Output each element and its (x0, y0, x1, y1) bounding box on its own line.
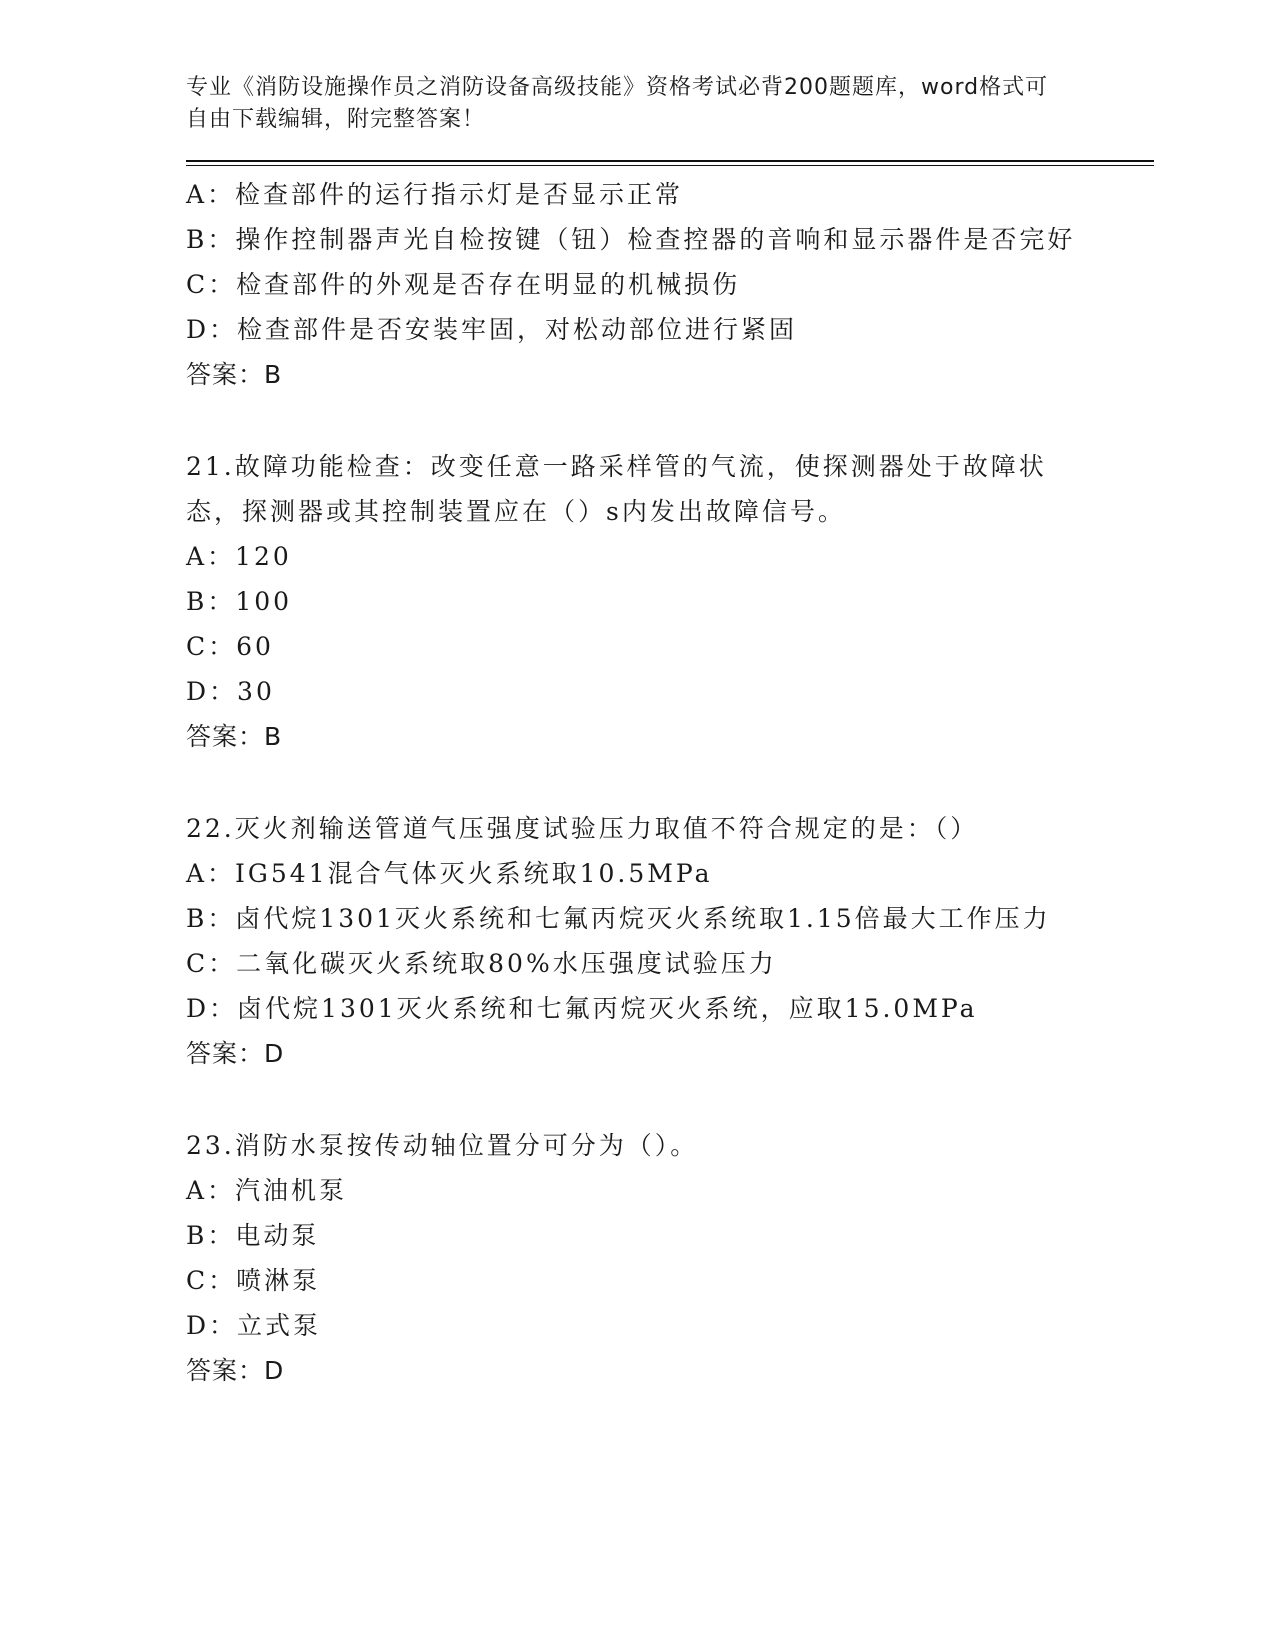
document-header: 专业《消防设施操作员之消防设备高级技能》资格考试必背200题题库，word格式可自由下载编辑，附完整答案！ (186, 75, 1049, 132)
document-page (186, 72, 1154, 1393)
option-c: C：检查部件的外观是否存在明显的机械损伤 (186, 270, 741, 299)
option-a: A：检查部件的运行指示灯是否显示正常 (186, 180, 684, 209)
question-block-23 (186, 1123, 1154, 1393)
answer-line: 答案：D (186, 1356, 285, 1385)
option-d: D：检查部件是否安装牢固，对松动部位进行紧固 (186, 315, 798, 344)
option-c: C：喷淋泵 (186, 1266, 321, 1295)
option-d: D：卤代烷1301灭火系统和七氟丙烷灭火系统，应取15.0MPa (186, 994, 978, 1023)
option-c: C：60 (186, 632, 274, 661)
question-stem: 21.故障功能检查：改变任意一路采样管的气流，使探测器处于故障状态，探测器或其控制装置应在（）s内发出故障信号。 (186, 452, 1047, 526)
question-block-21 (186, 444, 1154, 759)
answer-line: 答案：D (186, 1039, 285, 1068)
option-a: A：汽油机泵 (186, 1176, 348, 1205)
header-rule-thick (186, 160, 1154, 162)
answer-line: 答案：B (186, 722, 283, 751)
option-d: D：30 (186, 677, 275, 706)
option-c: C：二氧化碳灭火系统取80%水压强度试验压力 (186, 949, 777, 978)
question-stem: 23.消防水泵按传动轴位置分可分为（）。 (186, 1131, 699, 1160)
question-block-22 (186, 806, 1154, 1076)
header-rule-thin (186, 165, 1154, 166)
question-block-20 (186, 172, 1154, 397)
question-stem: 22.灭火剂输送管道气压强度试验压力取值不符合规定的是：（） (186, 814, 979, 843)
option-b: B：卤代烷1301灭火系统和七氟丙烷灭火系统取1.15倍最大工作压力 (186, 904, 1051, 933)
answer-line: 答案：B (186, 360, 283, 389)
option-b: B：100 (186, 587, 293, 616)
option-b: B：电动泵 (186, 1221, 320, 1250)
option-d: D：立式泵 (186, 1311, 322, 1340)
option-a: A：IG541混合气体灭火系统取10.5MPa (186, 859, 713, 888)
option-a: A：120 (186, 542, 292, 571)
option-b: B：操作控制器声光自检按键（钮）检查控器的音响和显示器件是否完好 (186, 225, 1076, 254)
